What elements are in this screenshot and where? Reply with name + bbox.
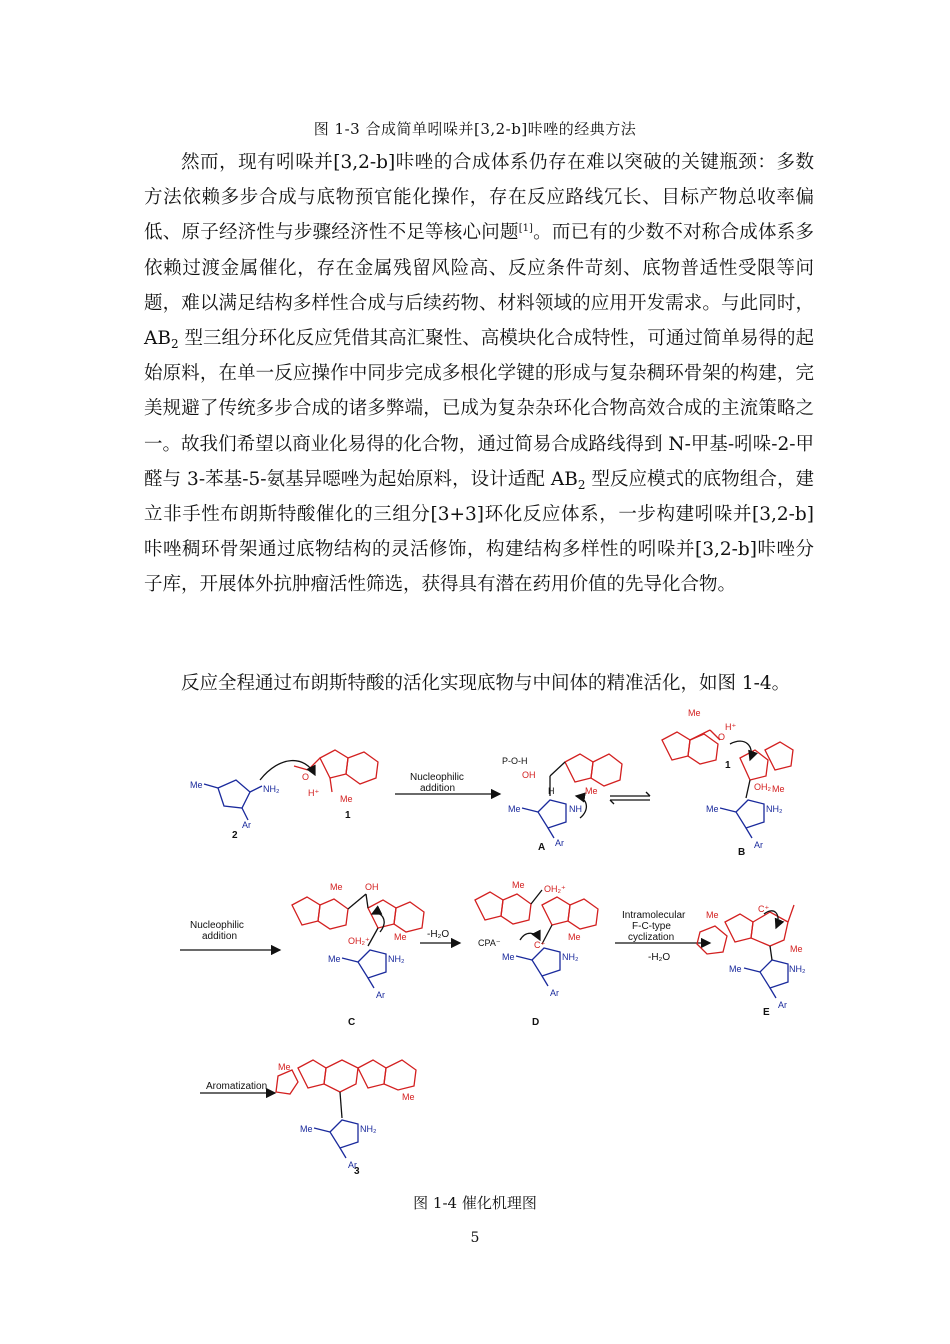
figure-1-3-caption: 图 1-3 合成简单吲哚并[3,2-b]咔唑的经典方法: [313, 120, 637, 138]
me-label-A: Me: [508, 804, 521, 814]
poh-label-A: P-O-H: [502, 756, 528, 766]
product-3-label: 3: [354, 1166, 360, 1177]
o-label-B: O: [718, 732, 726, 742]
step5-label: Aromatization: [206, 1081, 268, 1092]
step4-label-c: cyclization: [628, 932, 675, 943]
intermediate-E-label: E: [763, 1007, 770, 1018]
product-3-structure: [276, 1060, 416, 1158]
oh2-label-C: OH₂⁺: [348, 936, 370, 946]
ab2-term: AB: [144, 328, 171, 350]
nh2-label-D: NH₂: [562, 952, 579, 962]
paragraph-1: [144, 145, 814, 603]
intermediate-D-label: D: [532, 1017, 540, 1028]
compound-2-label: 2: [232, 830, 238, 841]
compound-1b-label: 1: [725, 760, 731, 771]
me-label-C: Me: [328, 954, 341, 964]
oh-label-A: OH: [522, 770, 536, 780]
me-label-B-top: Me: [688, 708, 701, 718]
step4-label-b: F-C-type: [632, 921, 671, 932]
ar-label-E: Ar: [778, 1000, 787, 1010]
h-label-A: H: [548, 786, 555, 796]
catalytic-mechanism-scheme: [170, 700, 806, 1180]
intermediate-C-label: C: [348, 1017, 356, 1028]
indole-aldehyde-1: [294, 750, 378, 792]
oh-label-C: OH: [365, 882, 379, 892]
nh2-label-3: NH₂: [360, 1124, 377, 1134]
me-label-3-top: Me: [278, 1062, 291, 1072]
ar-label-A: Ar: [555, 838, 564, 848]
c-plus-label-D: C⁺: [534, 940, 546, 950]
nh2-label-C: NH₂: [388, 954, 405, 964]
me-label-3: Me: [300, 1124, 313, 1134]
paragraph-1-part-1: 然而，现有吲哚并[3,2-b]咔唑的合成体系仍存在难以突破的关键瓶颈：多数方法依赖多步合成与底物预官能化操作，存在反应路线冗长、目标产物总收率偏低、原子经济性与步骤经济性不足等核心问题: [144, 152, 814, 244]
me-label-D-red: Me: [568, 932, 581, 942]
nh2-label-2: NH₂: [263, 784, 280, 794]
me-label-C-red: Me: [394, 932, 407, 942]
paragraph-1-part-2: 。而已有的少数不对称合成体系多依赖过渡金属催化，存在金属残留风险高、反应条件苛刻、底物普适性受限等问题，难以满足结构多样性合成与后续药物、材料领域的应用开发需求。与此同时，: [144, 222, 814, 314]
ar-label-C: Ar: [376, 990, 385, 1000]
compound-1-label: 1: [345, 810, 351, 821]
me-label-E-top: Me: [706, 910, 719, 920]
me-label-A-red: Me: [585, 786, 598, 796]
ar-label-2: Ar: [242, 820, 251, 830]
ar-label-B: Ar: [754, 840, 763, 850]
me-label-1: Me: [340, 794, 353, 804]
paragraph-2-text: 反应全程通过布朗斯特酸的活化实现底物与中间体的精准活化，如图 1-4。: [181, 673, 791, 694]
ar-label-D: Ar: [550, 988, 559, 998]
h-plus-label-1: H⁺: [308, 788, 320, 798]
intermediate-A-label: A: [538, 842, 546, 853]
ar-label-3: Ar: [348, 1160, 357, 1170]
me-label-D-top: Me: [512, 880, 525, 890]
step4-label-a: Intramolecular: [622, 910, 686, 921]
me-label-2: Me: [190, 780, 203, 790]
me-label-B: Me: [706, 804, 719, 814]
me-label-E-red: Me: [790, 944, 803, 954]
o-label-1: O: [302, 772, 310, 782]
me-label-E: Me: [729, 964, 742, 974]
page-number: 5: [470, 1230, 480, 1246]
cpa-label-D: CPA⁻: [478, 938, 501, 948]
nh2-label-E: NH₂: [789, 964, 806, 974]
me-label-D: Me: [502, 952, 515, 962]
step3-label: -H₂O: [427, 929, 450, 940]
reference-1[interactable]: [1]: [518, 223, 533, 235]
aminopyrazole-2: [204, 780, 262, 820]
step2-label-a: Nucleophilic: [190, 920, 244, 931]
subscript-2: 2: [170, 337, 179, 352]
oh2-plus-label-D: OH₂⁺: [544, 884, 566, 894]
paragraph-1-part-4: 型反应模式的底物组合，建立非手性布朗斯特酸催化的三组分[3+3]环化反应体系，一步构建吲哚并[3,2-b]咔唑稠环骨架通过底物结构的灵活修饰，构建结构多样性的吲哚并[3,2-b]咔唑分子库，开展体外抗肿瘤活性筛选，获得具有潜在药用价值的先导化合物。: [144, 468, 814, 596]
oh2-label-B: OH₂: [754, 782, 771, 792]
nh-label-A: NH: [569, 804, 582, 814]
me-label-B-red: Me: [772, 784, 785, 794]
intermediate-B-label: B: [738, 847, 746, 858]
intermediate-A-structure: [522, 754, 622, 838]
step1-label-a: Nucleophilic: [410, 772, 464, 783]
ab2-term-2: AB: [550, 468, 578, 490]
h-plus-label-B: H⁺: [725, 722, 737, 732]
me-label-C-top: Me: [330, 882, 343, 892]
paragraph-1-part-3: 型三组分环化反应凭借其高汇聚性、高模块化合成特性，可通过简单易得的起始原料，在单一反应操作中同步完成多根化学键的形成与复杂稠环骨架的构建，完美规避了传统多步合成的诸多弊端，已成为复杂杂环化合物高效合成的主流策略之一。故我们希望以商业化易得的化合物，通过简易合成路线得到 N-甲基-吲哚-2-甲醛与 3-苯基-5-氨基异噁唑为起始原料，设计适配: [144, 328, 814, 490]
figure-1-4-caption: 图 1-4 催化机理图: [413, 1194, 537, 1212]
subscript-2b: 2: [577, 477, 586, 492]
c-plus-label-E: C⁺: [758, 904, 770, 914]
me-label-3-red: Me: [402, 1092, 415, 1102]
step2-label-b: addition: [202, 931, 238, 942]
nh2-label-B: NH₂: [766, 804, 783, 814]
paragraph-2: [144, 666, 814, 701]
step1-label-b: addition: [420, 783, 456, 794]
step4-label-d: -H₂O: [648, 952, 671, 963]
